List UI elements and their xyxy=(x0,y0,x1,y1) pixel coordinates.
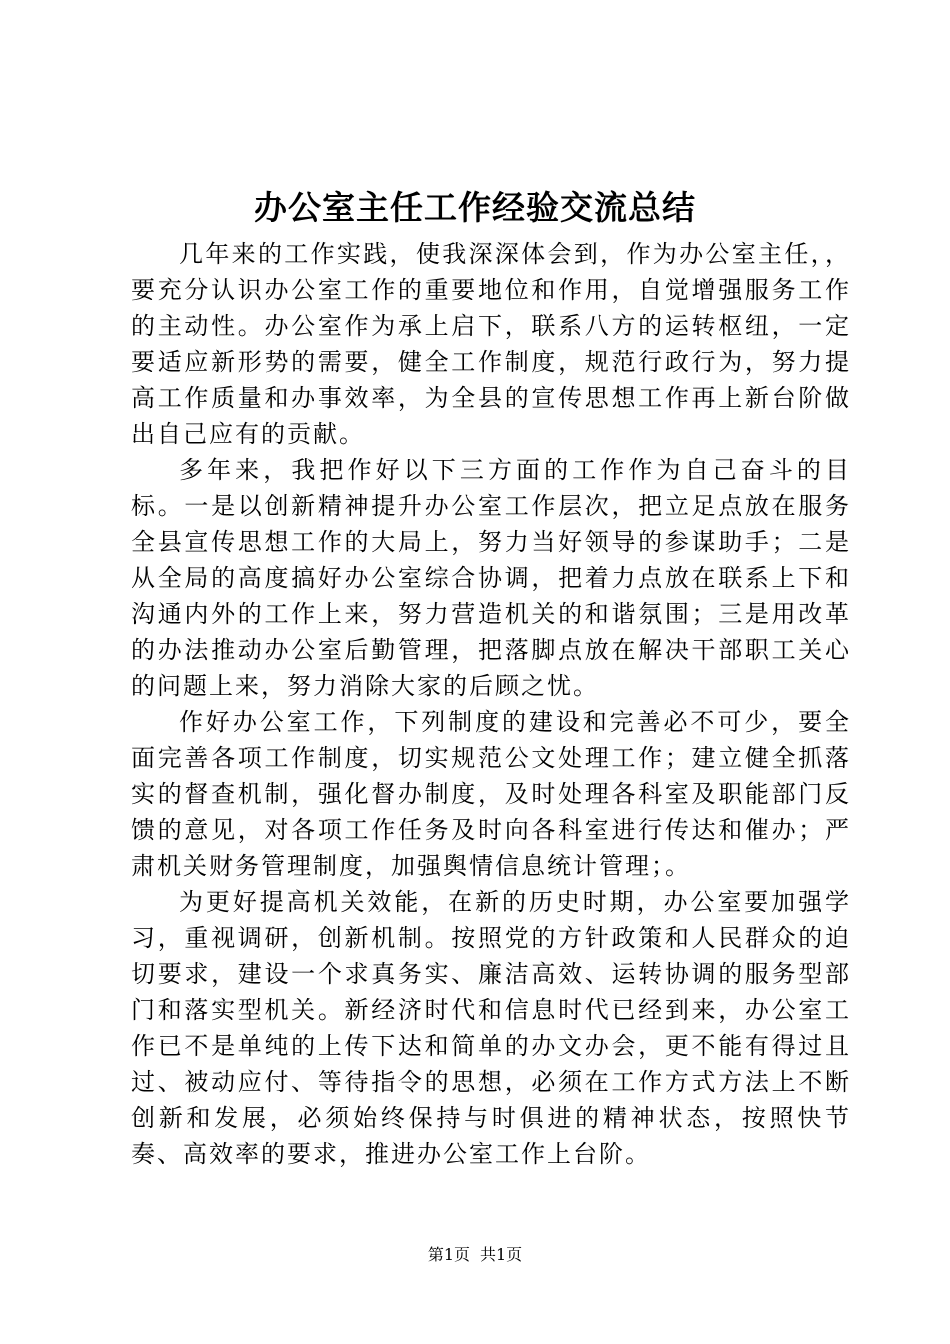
paragraph-3: 作好办公室工作，下列制度的建设和完善必不可少，要全面完善各项工作制度，切实规范公文处理工作；建立健全抓落实的督查机制，强化督办制度，及时处理各科室及职能部门反馈的意见，对各项工作任务及时向各科室进行传达和催办；严肃机关财务管理制度，加强舆情信息统计管理；。 xyxy=(131,708,851,880)
paragraph-2: 多年来，我把作好以下三方面的工作作为自己奋斗的目标。一是以创新精神提升办公室工作层次，把立足点放在服务全县宣传思想工作的大局上，努力当好领导的参谋助手；二是从全局的高度搞好办公室综合协调，把着力点放在联系上下和沟通内外的工作上来，努力营造机关的和谐氛围；三是用改革的办法推动办公室后勤管理，把落脚点放在解决干部职工关心的问题上来，努力消除大家的后顾之忧。 xyxy=(131,456,851,700)
page-number: 第1页 xyxy=(427,1245,470,1264)
paragraph-1: 几年来的工作实践，使我深深体会到，作为办公室主任，，要充分认识办公室工作的重要地位和作用，自觉增强服务工作的主动性。办公室作为承上启下，联系八方的运转枢纽，一定要适应新形势的需要，健全工作制度，规范行政行为，努力提高工作质量和办事效率，为全县的宣传思想工作再上新台阶做出自己应有的贡献。 xyxy=(131,240,851,448)
document-title: 办公室主任工作经验交流总结 xyxy=(254,188,696,227)
document-body xyxy=(131,236,851,1172)
paragraph-4: 为更好提高机关效能，在新的历史时期，办公室要加强学习，重视调研，创新机制。按照党的方针政策和人民群众的迫切要求，建设一个求真务实、廉洁高效、运转协调的服务型部门和落实型机关。新经济时代和信息时代已经到来，办公室工作已不是单纯的上传下达和简单的办文办会，更不能有得过且过、被动应付、等待指令的思想，必须在工作方式方法上不断创新和发展，必须始终保持与时俱进的精神状态，按照快节奏、高效率的要求，推进办公室工作上台阶。 xyxy=(131,888,851,1168)
page-total: 共1页 xyxy=(480,1245,523,1264)
page-footer xyxy=(0,1245,950,1265)
